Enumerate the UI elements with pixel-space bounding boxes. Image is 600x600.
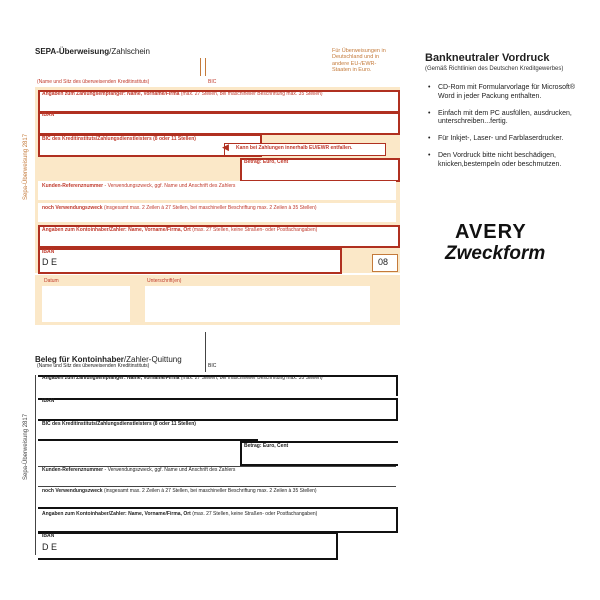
bottom-bic-label: BIC [208, 363, 217, 369]
bottom-iban2-field[interactable] [38, 532, 338, 560]
bottom-iban-field[interactable] [38, 398, 398, 421]
bottom-form-title: Beleg für Kontoinhaber/Zahler-Quittung [35, 355, 182, 364]
top-date-field[interactable] [42, 286, 130, 322]
bottom-bank-name-label: (Name und Sitz des überweisenden Kreditinstituts) [37, 363, 150, 369]
info-title: Bankneutraler Vordruck [425, 52, 550, 64]
top-iban-prefix: D E [42, 257, 58, 267]
top-signature-label: Unterschrift(en) [147, 278, 182, 284]
avery-logo-top: AVERY [455, 221, 527, 243]
top-iban-field[interactable] [38, 112, 400, 135]
top-amount-label: Betrag: Euro, Cent [244, 159, 289, 165]
top-bank-name-label: (Name und Sitz des überweisenden Kreditinstituts) [37, 79, 150, 85]
bottom-payer-label: Angaben zum Kontoinhaber/Zahler: Name, Vorname/Firma, Ort (max. 27 Stellen, keine Straßen- oder Postfachangaben) [42, 511, 318, 517]
bottom-bic-divider [205, 332, 206, 372]
top-vertical-label: Sepa-Überweisung 2817 [23, 133, 29, 200]
bottom-iban-label: IBAN [42, 398, 55, 404]
top-signature-field[interactable] [145, 286, 370, 322]
bottom-amount-label: Betrag: Euro, Cent [244, 443, 289, 449]
bottom-purpose-label: noch Verwendungszweck (insgesamt max. 2 Zeilen à 27 Stellen, bei maschineller Beschriftung max. 2 Zeilen à 35 Stellen) [42, 488, 317, 494]
top-payee-label: Angaben zum Zahlungsempfänger: Name, Vorname/Firma (max. 27 Stellen, bei maschineller Beschriftung max. 35 Stellen) [42, 91, 323, 97]
top-bic-label: BIC [208, 79, 217, 85]
top-payer-label: Angaben zum Kontoinhaber/Zahler: Name, Vorname/Firma, Ort (max. 27 Stellen, keine Straßen- oder Postfachangaben) [42, 227, 318, 233]
bottom-iban-prefix: D E [42, 542, 58, 552]
bottom-bic-institute-label: BIC des Kreditinstituts/Zahlungsdienstleisters (8 oder 11 Stellen) [42, 421, 196, 427]
info-bullet-item: • Einfach mit dem PC ausfüllen, ausdrucken, unterschreiben...fertig. [428, 110, 578, 128]
top-purpose-label: noch Verwendungszweck (insgesamt max. 2 Zeilen à 27 Stellen, bei maschineller Beschriftung max. 2 Zeilen à 35 Stellen) [42, 205, 317, 211]
info-bullet-item: • Den Vordruck bitte nicht beschädigen, knicken,bestempeln oder beschmutzen. [428, 152, 578, 170]
arrow-left-icon: ◀ [222, 142, 229, 152]
top-eu-notice: Kann bei Zahlungen innerhalb EU/EWR entfallen. [236, 145, 353, 151]
top-iban2-label: IBAN [42, 249, 55, 255]
bottom-payee-label: Angaben zum Zahlungsempfänger: Name, Vorname/Firma (max. 27 Stellen, bei maschineller Beschriftung max. 35 Stellen) [42, 375, 323, 381]
bottom-vertical-label: Sepa-Überweisung 2817 [23, 413, 29, 480]
top-side-note: Für Überweisungen in Deutschland und in andere EU-/EWR-Staaten in Euro. [332, 48, 386, 73]
top-iban2-field[interactable] [38, 248, 342, 274]
bottom-customer-ref-label: Kunden-Referenznummer - Verwendungszweck, ggf. Name und Anschrift des Zahlers [42, 467, 236, 473]
top-customer-ref-label: Kunden-Referenznummer - Verwendungszweck, ggf. Name und Anschrift des Zahlers [42, 183, 236, 189]
bottom-iban2-label: IBAN [42, 533, 55, 539]
bottom-left-border [35, 375, 36, 555]
info-bullets [428, 84, 578, 177]
top-iban-label: IBAN [42, 112, 55, 118]
info-bullet-item: • CD-Rom mit Formularvorlage für Microsoft® Word in jeder Packung enthalten. [428, 84, 578, 102]
top-code: 08 [378, 257, 389, 267]
top-date-label: Datum [44, 278, 59, 284]
top-bic-institute-label: BIC des Kreditinstituts/Zahlungsdienstleisters (8 oder 11 Stellen) [42, 136, 196, 142]
top-bic-field[interactable] [205, 58, 326, 76]
top-bank-name-field[interactable] [35, 58, 201, 76]
top-form-title: SEPA-Überweisung/Zahlschein [35, 47, 151, 56]
info-subtitle: (Gemäß Richtlinien des Deutschen Kreditgewerbes) [425, 66, 564, 72]
avery-logo-bottom: Zweckform [445, 243, 546, 264]
info-bullet-item: • Für Inkjet-, Laser- und Farblaserdrucker. [428, 135, 578, 144]
